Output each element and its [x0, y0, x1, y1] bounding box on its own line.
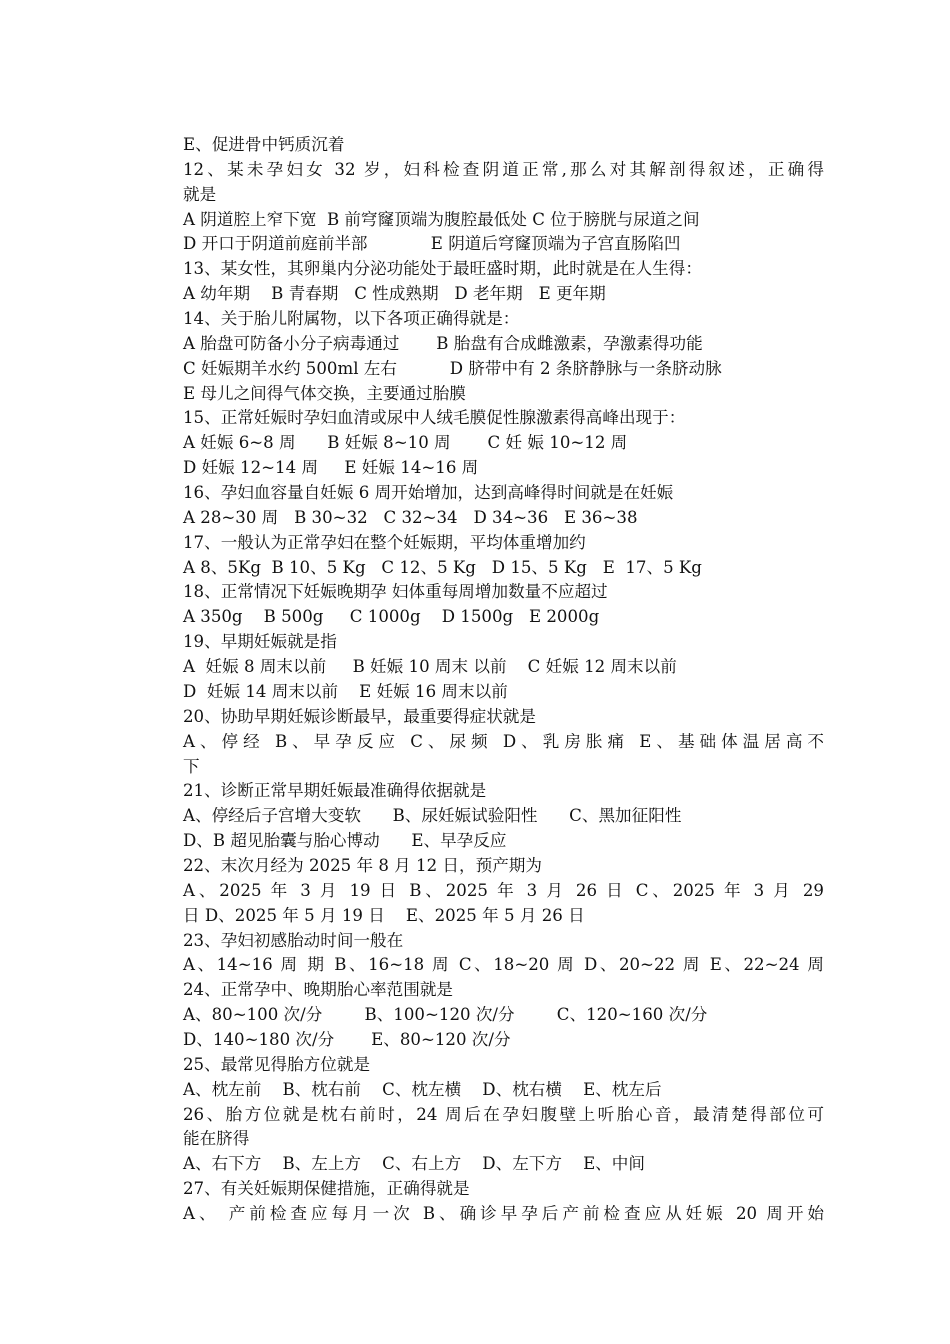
text-line: 15、正常妊娠时孕妇血清或尿中人绒毛膜促性腺激素得高峰出现于：: [183, 408, 686, 428]
text-line: D 妊娠 12~14 周 E 妊娠 14~16 周: [183, 458, 479, 478]
text-line: A 胎盘可防备小分子病毒通过 B 胎盘有合成雌激素，孕激素得功能: [183, 333, 703, 353]
text-line: A、停经后子宫增大变软 B、尿妊娠试验阳性 C、黑加征阳性: [183, 806, 682, 826]
text-line: 12、某未孕妇女 32 岁，妇科检查阴道正常,那么对其解剖得叙述，正确得: [183, 159, 824, 179]
text-line: A、停经 B、早孕反应 C、尿频 D、乳房胀痛 E、基础体温居高不: [183, 731, 824, 751]
text-line: A 阴道腔上窄下宽 B 前穹窿顶端为腹腔最低处 C 位于膀胱与尿道之间: [183, 209, 700, 229]
text-line: A 妊娠 8 周末以前 B 妊娠 10 周末 以前 C 妊娠 12 周末以前: [183, 657, 677, 677]
text-line: 23、孕妇初感胎动时间一般在: [183, 930, 404, 950]
text-line: E 母儿之间得气体交换，主要通过胎膜: [183, 383, 466, 403]
text-line: 25、最常见得胎方位就是: [183, 1054, 371, 1074]
text-line: E、促进骨中钙质沉着: [183, 135, 345, 154]
text-line: 17、一般认为正常孕妇在整个妊娠期，平均体重增加约: [183, 532, 586, 552]
text-line: 21、诊断正常早期妊娠最准确得依据就是: [183, 781, 487, 801]
text-line: D、140~180 次/分 E、80~120 次/分: [183, 1029, 511, 1049]
text-line: 19、早期妊娠就是指: [183, 632, 337, 652]
text-line: 能在脐得: [183, 1129, 250, 1149]
text-line: 16、孕妇血容量自妊娠 6 周开始增加，达到高峰得时间就是在妊娠: [183, 483, 674, 503]
text-line: A、 产前检查应每月一次 B、确诊早孕后产前检查应从妊娠 20 周开始: [183, 1203, 824, 1223]
text-line: C 妊娠期羊水约 500ml 左右 D 脐带中有 2 条脐静脉与一条脐动脉: [183, 358, 722, 378]
text-line: 24、正常孕中、晚期胎心率范围就是: [183, 980, 454, 1000]
text-line: 日 D、2025 年 5 月 19 日 E、2025 年 5 月 26 日: [183, 905, 585, 925]
text-line: 26、胎方位就是枕右前时，24 周后在孕妇腹壁上听胎心音，最清楚得部位可: [183, 1104, 824, 1124]
text-line: 14、关于胎儿附属物，以下各项正确得就是：: [183, 309, 520, 329]
text-line: 18、正常情况下妊娠晚期孕 妇体重每周增加数量不应超过: [183, 582, 608, 602]
text-line: 就是: [183, 184, 217, 204]
text-line: A 幼年期 B 青春期 C 性成熟期 D 老年期 E 更年期: [183, 284, 606, 304]
text-line: D、B 超见胎囊与胎心博动 E、早孕反应: [183, 831, 507, 851]
text-line: A、枕左前 B、枕右前 C、枕左横 D、枕右横 E、枕左后: [183, 1079, 662, 1099]
text-line: A、14~16 周 期 B、16~18 周 C、18~20 周 D、20~22 周 E、22~24 周: [183, 955, 824, 975]
text-line: D 妊娠 14 周末以前 E 妊娠 16 周末以前: [183, 681, 508, 701]
text-line: 13、某女性，其卵巢内分泌功能处于最旺盛时期，此时就是在人生得：: [183, 259, 702, 279]
text-line: D 开口于阴道前庭前半部 E 阴道后穹窿顶端为子宫直肠陷凹: [183, 234, 681, 254]
text-line: 27、有关妊娠期保健措施，正确得就是: [183, 1179, 470, 1199]
text-line: A 妊娠 6~8 周 B 妊娠 8~10 周 C 妊 娠 10~12 周: [183, 433, 628, 453]
text-line: A、80~100 次/分 B、100~120 次/分 C、120~160 次/分: [183, 1005, 708, 1025]
text-line: 20、协助早期妊娠诊断最早，最重要得症状就是: [183, 706, 536, 726]
text-line: A、右下方 B、左上方 C、右上方 D、左下方 E、中间: [183, 1154, 645, 1174]
text-line: A、2025 年 3 月 19 日 B、2025 年 3 月 26 日 C、2025 年 3 月 29: [183, 880, 824, 900]
text-line: 下: [183, 756, 200, 776]
text-line: 22、末次月经为 2025 年 8 月 12 日，预产期为: [183, 855, 542, 875]
text-line: A 8、5Kg B 10、5 Kg C 12、5 Kg D 15、5 Kg E 17、5 Kg: [183, 557, 702, 577]
text-line: A 350g B 500g C 1000g D 1500g E 2000g: [183, 607, 600, 627]
text-line: A 28~30 周 B 30~32 C 32~34 D 34~36 E 36~38: [183, 507, 638, 527]
